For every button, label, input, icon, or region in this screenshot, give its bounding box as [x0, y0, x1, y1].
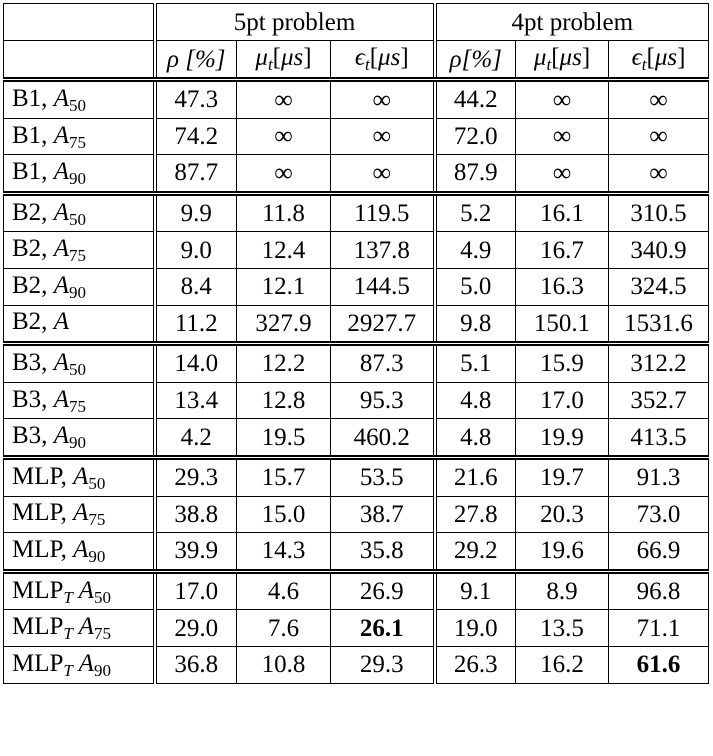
cell-eps-4pt: ∞ [609, 80, 709, 119]
cell-rho-4pt: 5.0 [435, 268, 516, 305]
cell-rho-4pt: 4.8 [435, 382, 516, 419]
cell-mu-4pt: 16.1 [516, 193, 609, 232]
method-name: B2, [12, 271, 54, 299]
cell-rho-4pt: 29.2 [435, 533, 516, 572]
method-label-cell [4, 232, 155, 269]
method-label-cell [4, 457, 155, 496]
cell-rho-5pt: 74.2 [155, 118, 237, 155]
cell-eps-5pt: 38.7 [331, 496, 435, 533]
method-label-cell [4, 610, 155, 647]
eps-symbol: ϵ [354, 44, 365, 72]
set-symbol: A [72, 576, 94, 604]
set-subscript: 90 [88, 546, 106, 566]
method-label-cell [4, 268, 155, 305]
cell-rho-4pt: 87.9 [435, 155, 516, 194]
cell-rho-5pt: 14.0 [155, 344, 237, 383]
cell-rho-5pt: 39.9 [155, 533, 237, 572]
mu-unit: μs [281, 44, 304, 72]
cell-rho-5pt: 17.0 [155, 571, 237, 610]
results-table-body [4, 80, 709, 684]
mu-symbol: μ [533, 44, 547, 72]
cell-eps-5pt: 137.8 [331, 232, 435, 269]
cell-mu-4pt: ∞ [516, 118, 609, 155]
set-subscript: 75 [93, 623, 111, 643]
mu-unit-open: [ [551, 44, 560, 72]
set-subscript: 90 [68, 168, 86, 188]
cell-mu-5pt: ∞ [237, 80, 331, 119]
method-name: MLP [12, 649, 64, 677]
set-subscript: 75 [88, 510, 106, 530]
set-subscript: 50 [68, 95, 86, 115]
eps-unit-open: [ [369, 44, 379, 72]
cell-eps-4pt: 413.5 [609, 419, 709, 458]
cell-mu-5pt: 15.7 [237, 457, 331, 496]
cell-rho-5pt: 9.0 [155, 232, 237, 269]
mu-subscript: t [546, 54, 552, 74]
method-label-cell [4, 419, 155, 458]
cell-mu-5pt: ∞ [237, 155, 331, 194]
mu-subscript: t [267, 54, 273, 74]
cell-mu-4pt: 17.0 [516, 382, 609, 419]
set-symbol: A [53, 271, 69, 299]
cell-eps-4pt: 312.2 [609, 344, 709, 383]
method-name: B2, [12, 308, 54, 336]
cell-mu-4pt: 16.3 [516, 268, 609, 305]
table-row [4, 571, 709, 610]
cell-eps-5pt: 35.8 [331, 533, 435, 572]
cell-rho-4pt: 72.0 [435, 118, 516, 155]
cell-eps-5pt: 119.5 [331, 193, 435, 232]
mu-unit: μs [559, 44, 582, 72]
set-subscript: 90 [68, 282, 86, 302]
set-subscript: 75 [68, 132, 86, 152]
cell-mu-5pt: 19.5 [237, 419, 331, 458]
method-name: B3, [12, 422, 54, 450]
cell-mu-4pt: 150.1 [516, 305, 609, 344]
set-symbol: A [53, 84, 69, 112]
set-symbol: A [53, 235, 69, 263]
table-row [4, 232, 709, 269]
cell-eps-4pt: 91.3 [609, 457, 709, 496]
cell-eps-4pt: 61.6 [609, 646, 709, 683]
cell-eps-5pt: 26.1 [331, 610, 435, 647]
cell-mu-5pt: 12.1 [237, 268, 331, 305]
method-label-cell [4, 155, 155, 194]
cell-eps-5pt: 26.9 [331, 571, 435, 610]
cell-mu-5pt: 12.8 [237, 382, 331, 419]
table-row [4, 646, 709, 683]
cell-mu-4pt: 19.9 [516, 419, 609, 458]
method-label-cell [4, 118, 155, 155]
method-name: MLP [12, 576, 64, 604]
cell-mu-4pt: 8.9 [516, 571, 609, 610]
cell-mu-4pt: 15.9 [516, 344, 609, 383]
set-symbol: A [73, 462, 89, 490]
cell-rho-5pt: 36.8 [155, 646, 237, 683]
method-label-cell [4, 646, 155, 683]
method-name: MLP, [12, 499, 74, 527]
cell-eps-4pt: 66.9 [609, 533, 709, 572]
cell-rho-5pt: 13.4 [155, 382, 237, 419]
method-name: B1, [12, 158, 54, 186]
method-label-cell [4, 571, 155, 610]
cell-eps-5pt: 29.3 [331, 646, 435, 683]
cell-mu-4pt: 16.2 [516, 646, 609, 683]
mu-unit-close: ] [581, 44, 591, 72]
cell-eps-5pt: ∞ [331, 155, 435, 194]
header-corner-cell [4, 4, 155, 41]
cell-mu-5pt: 12.2 [237, 344, 331, 383]
cell-mu-5pt: 7.6 [237, 610, 331, 647]
cell-rho-5pt: 4.2 [155, 419, 237, 458]
cell-eps-4pt: 324.5 [609, 268, 709, 305]
table-row [4, 457, 709, 496]
eps-unit-open: [ [646, 44, 655, 72]
method-subscript: T [63, 623, 73, 643]
cell-rho-5pt: 87.7 [155, 155, 237, 194]
set-symbol: A [53, 121, 69, 149]
cell-rho-5pt: 47.3 [155, 80, 237, 119]
cell-eps-4pt: 1531.6 [609, 305, 709, 344]
cell-mu-4pt: 13.5 [516, 610, 609, 647]
cell-eps-4pt: 352.7 [609, 382, 709, 419]
mu-symbol: μ [255, 44, 268, 72]
cell-mu-5pt: 327.9 [237, 305, 331, 344]
cell-eps-5pt: 2927.7 [331, 305, 435, 344]
cell-rho-4pt: 4.9 [435, 232, 516, 269]
set-subscript: 50 [88, 473, 106, 493]
set-subscript: 50 [93, 587, 111, 607]
method-label-cell [4, 344, 155, 383]
cell-eps-5pt: 144.5 [331, 268, 435, 305]
eps-unit: μs [378, 44, 401, 72]
col-header-rho-5pt: ρ [%] [155, 41, 237, 80]
method-name: B3, [12, 349, 54, 377]
set-symbol: A [73, 499, 89, 527]
cell-mu-4pt: 19.7 [516, 457, 609, 496]
cell-rho-4pt: 9.8 [435, 305, 516, 344]
eps-unit-close: ] [400, 44, 409, 72]
cell-mu-5pt: 11.8 [237, 193, 331, 232]
cell-eps-4pt: ∞ [609, 155, 709, 194]
table-row [4, 118, 709, 155]
cell-rho-4pt: 21.6 [435, 457, 516, 496]
cell-rho-4pt: 27.8 [435, 496, 516, 533]
table-row [4, 496, 709, 533]
table-row [4, 155, 709, 194]
cell-rho-5pt: 29.3 [155, 457, 237, 496]
method-label-cell [4, 533, 155, 572]
mu-unit-close: ] [303, 44, 312, 72]
cell-mu-5pt: 4.6 [237, 571, 331, 610]
cell-mu-4pt: 16.7 [516, 232, 609, 269]
cell-eps-4pt: 71.1 [609, 610, 709, 647]
eps-subscript: t [641, 54, 647, 74]
method-name: MLP, [12, 462, 74, 490]
cell-rho-4pt: 9.1 [435, 571, 516, 610]
set-subscript: 90 [68, 433, 86, 453]
cell-rho-5pt: 11.2 [155, 305, 237, 344]
cell-mu-4pt: 19.6 [516, 533, 609, 572]
method-subscript: T [63, 587, 73, 607]
method-name: B3, [12, 385, 54, 413]
cell-mu-4pt: ∞ [516, 155, 609, 194]
method-label-cell [4, 80, 155, 119]
cell-mu-5pt: 12.4 [237, 232, 331, 269]
group-header-4pt: 4pt problem [435, 4, 709, 41]
table-row [4, 80, 709, 119]
cell-eps-5pt: 95.3 [331, 382, 435, 419]
cell-eps-5pt: 53.5 [331, 457, 435, 496]
method-label-cell [4, 193, 155, 232]
set-subscript: 90 [93, 660, 111, 680]
method-name: B1, [12, 84, 54, 112]
table-row [4, 344, 709, 383]
cell-rho-4pt: 26.3 [435, 646, 516, 683]
cell-rho-5pt: 9.9 [155, 193, 237, 232]
set-symbol: A [72, 613, 94, 641]
header-row-columns [4, 41, 709, 80]
mu-unit-open: [ [272, 44, 281, 72]
header-corner-cell-2 [4, 41, 155, 80]
set-subscript: 75 [68, 246, 86, 266]
set-symbol: A [53, 349, 69, 377]
col-header-eps-5pt [331, 41, 435, 80]
set-symbol: A [73, 536, 89, 564]
header-row-groups [4, 4, 709, 41]
cell-eps-4pt: 310.5 [609, 193, 709, 232]
method-name: B2, [12, 198, 54, 226]
cell-mu-5pt: ∞ [237, 118, 331, 155]
cell-rho-4pt: 4.8 [435, 419, 516, 458]
method-label-cell [4, 382, 155, 419]
cell-rho-4pt: 5.2 [435, 193, 516, 232]
eps-subscript: t [364, 54, 370, 74]
table-row [4, 419, 709, 458]
cell-eps-5pt: ∞ [331, 118, 435, 155]
cell-eps-4pt: ∞ [609, 118, 709, 155]
method-label-cell [4, 496, 155, 533]
eps-unit-close: ] [677, 44, 686, 72]
cell-eps-5pt: ∞ [331, 80, 435, 119]
col-header-rho-4pt: ρ[%] [435, 41, 516, 80]
set-symbol: A [72, 649, 94, 677]
cell-rho-5pt: 29.0 [155, 610, 237, 647]
cell-rho-4pt: 19.0 [435, 610, 516, 647]
cell-rho-5pt: 38.8 [155, 496, 237, 533]
col-header-mu-4pt [516, 41, 609, 80]
method-name: MLP [12, 613, 64, 641]
method-name: B1, [12, 121, 54, 149]
set-symbol: A [53, 385, 69, 413]
method-subscript: T [63, 660, 73, 680]
eps-symbol: ϵ [631, 44, 642, 72]
cell-mu-5pt: 14.3 [237, 533, 331, 572]
method-label-cell [4, 305, 155, 344]
results-table [3, 3, 709, 684]
cell-rho-4pt: 5.1 [435, 344, 516, 383]
eps-unit: μs [654, 44, 678, 72]
cell-mu-5pt: 10.8 [237, 646, 331, 683]
method-name: B2, [12, 235, 54, 263]
set-subscript: 75 [68, 396, 86, 416]
cell-eps-4pt: 73.0 [609, 496, 709, 533]
cell-eps-4pt: 340.9 [609, 232, 709, 269]
table-row [4, 268, 709, 305]
cell-mu-5pt: 15.0 [237, 496, 331, 533]
cell-eps-5pt: 460.2 [331, 419, 435, 458]
set-subscript: 50 [68, 209, 86, 229]
table-row [4, 305, 709, 344]
cell-eps-5pt: 87.3 [331, 344, 435, 383]
group-header-5pt: 5pt problem [155, 4, 435, 41]
col-header-mu-5pt [237, 41, 331, 80]
set-symbol: A [53, 422, 69, 450]
table-row [4, 193, 709, 232]
set-subscript: 50 [68, 359, 86, 379]
method-name: MLP, [12, 536, 74, 564]
table-row [4, 382, 709, 419]
cell-rho-4pt: 44.2 [435, 80, 516, 119]
cell-rho-5pt: 8.4 [155, 268, 237, 305]
cell-mu-4pt: ∞ [516, 80, 609, 119]
table-row [4, 610, 709, 647]
set-symbol: A [53, 198, 69, 226]
set-symbol: A [53, 308, 69, 336]
cell-mu-4pt: 20.3 [516, 496, 609, 533]
table-row [4, 533, 709, 572]
col-header-eps-4pt [609, 41, 709, 80]
set-symbol: A [53, 158, 69, 186]
cell-eps-4pt: 96.8 [609, 571, 709, 610]
